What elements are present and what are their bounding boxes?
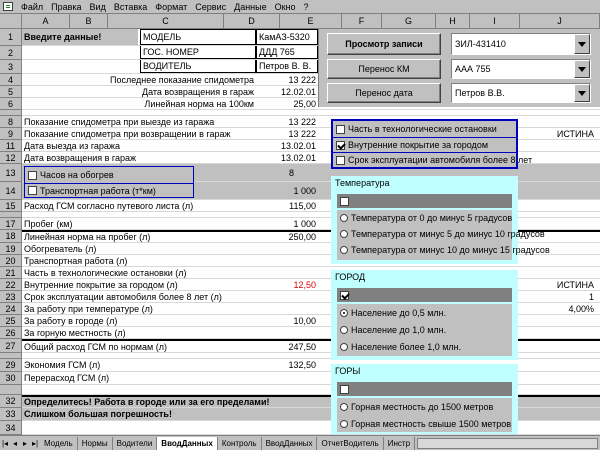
column-header-b[interactable]: B <box>70 14 108 29</box>
menu-view[interactable]: Вид <box>89 1 106 12</box>
mount-option-2[interactable] <box>337 415 512 432</box>
radio-label: Температура от 0 до минус 5 градусов <box>351 213 513 223</box>
row-label: Срок эксплуатации автомобиля более 8 лет (л) <box>24 291 222 302</box>
gos-number-value[interactable]: ДДД 765 <box>256 46 318 59</box>
sheet-tab-bar <box>0 435 600 450</box>
transport-work-checkbox[interactable] <box>25 183 193 197</box>
row-value[interactable]: 12.02.01 <box>280 86 316 97</box>
row-number[interactable]: 17 <box>0 218 22 230</box>
radio-label: Горная местность до 1500 метров <box>351 401 494 412</box>
mountains-toggle[interactable] <box>337 382 512 396</box>
mountains-group <box>331 364 518 434</box>
group-title: ГОРЫ <box>335 366 361 376</box>
row-number[interactable]: 4 <box>0 74 22 86</box>
gos-combo-value: ААА 755 <box>455 64 491 74</box>
row-number[interactable]: 5 <box>0 86 22 98</box>
city-option-1[interactable] <box>337 304 512 321</box>
row-number[interactable]: 21 <box>0 267 22 279</box>
row-label: Показание спидометра при возвращении в гараж <box>24 128 231 139</box>
driver-combo-value: Петров В.В. <box>455 88 505 98</box>
checkbox-icon <box>340 197 349 206</box>
row-value[interactable]: 12,50 <box>293 279 316 290</box>
input-title: Введите данные! <box>22 29 138 45</box>
row-number[interactable]: 9 <box>0 128 22 140</box>
h-value[interactable]: ИСТИНА <box>556 128 594 139</box>
option-outside-city-checkbox[interactable] <box>333 137 516 153</box>
row-value[interactable]: 247,50 <box>288 341 316 352</box>
transfer-km-button[interactable]: Перенос КМ <box>327 59 441 79</box>
row-label: За горную местность (л) <box>24 327 126 338</box>
h-value[interactable]: 1 <box>588 291 594 302</box>
chevron-down-icon[interactable] <box>574 34 590 54</box>
temperature-options <box>337 210 550 260</box>
row-value[interactable]: 13 222 <box>288 116 316 127</box>
row-value[interactable]: 250,00 <box>288 232 316 242</box>
checkbox-label: Срок эксплуатации автомобиля более 8 лет <box>348 155 533 165</box>
row-number[interactable]: 2 <box>0 46 22 60</box>
row-label: Расход ГСМ согласно путевого листа (л) <box>24 200 194 211</box>
sheet-tab[interactable]: ОтчетВодитель <box>317 437 383 450</box>
radio-label: Население до 1,0 млн. <box>351 324 447 335</box>
row-number[interactable]: 19 <box>0 243 22 255</box>
row-number[interactable]: 22 <box>0 279 22 291</box>
radio-icon <box>340 326 348 334</box>
left-options-box <box>24 166 194 198</box>
row-number[interactable]: 1 <box>0 29 22 46</box>
checkbox-label: Часть в технологические остановки <box>348 124 497 134</box>
row-label: Пробег (км) <box>24 218 73 229</box>
menu-format[interactable]: Формат <box>155 1 188 12</box>
row-number[interactable]: 20 <box>0 255 22 267</box>
row-number[interactable]: 27 <box>0 339 22 353</box>
mountains-options <box>337 398 512 432</box>
prev-sheet-icon[interactable]: ◂ <box>12 438 17 448</box>
radio-icon <box>340 309 348 317</box>
group-title: ГОРОД <box>335 272 366 282</box>
city-options <box>337 304 512 356</box>
sheet-tab[interactable]: Модель <box>40 437 78 450</box>
row-number[interactable]: 11 <box>0 140 22 152</box>
city-option-3[interactable] <box>337 338 512 355</box>
checkbox-icon <box>28 171 37 180</box>
checkbox-label: Транспортная работа (т*км) <box>40 185 156 196</box>
row-number[interactable]: 8 <box>0 116 22 128</box>
radio-label: Горная местность свыше 1500 метров <box>351 418 512 429</box>
control-panel <box>318 29 600 107</box>
sheet-tab[interactable]: ВводДанных <box>262 437 318 450</box>
option-tech-stops-checkbox[interactable] <box>333 121 516 137</box>
row-number[interactable]: 15 <box>0 200 22 212</box>
radio-icon <box>340 214 348 222</box>
row-number[interactable]: 23 <box>0 291 22 303</box>
row-label: Линейная норма на пробег (л) <box>24 232 151 242</box>
sheet-tab[interactable]: Контроль <box>218 437 262 450</box>
row-number[interactable]: 3 <box>0 60 22 74</box>
city-option-2[interactable] <box>337 321 512 338</box>
radio-icon <box>340 420 348 428</box>
row-label: Дата возвращения в гараж <box>24 152 137 163</box>
checkbox-icon <box>336 156 345 165</box>
row-value[interactable]: 13 222 <box>288 128 316 139</box>
driver-combo[interactable] <box>451 83 591 103</box>
row-label: Показание спидометра при выезде из гаража <box>24 116 215 127</box>
column-header-e[interactable]: E <box>280 14 342 29</box>
checkbox-icon <box>336 141 345 150</box>
temperature-group <box>331 176 550 264</box>
temperature-toggle[interactable] <box>337 194 512 208</box>
chevron-down-icon[interactable] <box>574 60 590 78</box>
option-age-checkbox[interactable] <box>333 153 533 167</box>
last-sheet-icon[interactable]: ▸| <box>31 438 39 448</box>
gos-combo[interactable] <box>451 59 591 79</box>
sheet-tab[interactable]: Нормы <box>78 437 113 450</box>
row-label: Часть в технологические остановки (л) <box>24 267 187 278</box>
row-value[interactable]: 115,00 <box>289 200 316 211</box>
radio-label: Население до 0,5 млн. <box>351 307 447 318</box>
row-number[interactable]: 18 <box>0 230 22 243</box>
column-header-g[interactable]: G <box>382 14 436 29</box>
row-label: Обогреватель (л) <box>24 243 97 254</box>
column-header-h[interactable]: H <box>436 14 470 29</box>
chevron-down-icon[interactable] <box>574 84 590 102</box>
row-number[interactable]: 33 <box>0 408 22 421</box>
row-value[interactable]: 132,50 <box>288 360 316 370</box>
row-label: Транспортная работа (л) <box>24 255 128 266</box>
radio-icon <box>340 403 348 411</box>
checkbox-icon <box>340 385 349 394</box>
row-number[interactable]: 12 <box>0 152 22 164</box>
checkbox-label: Часов на обогрев <box>40 170 114 180</box>
row-value[interactable]: 25,00 <box>293 98 316 109</box>
radio-icon <box>340 343 348 351</box>
sheet-tab[interactable]: Водители <box>113 437 158 450</box>
city-toggle[interactable] <box>337 288 512 302</box>
row-label: За работу в городе (л) <box>24 315 118 326</box>
row-label: Экономия ГСМ (л) <box>24 360 101 370</box>
row-number[interactable]: 29 <box>0 359 22 372</box>
row-label: Линейная норма на 100км <box>144 98 254 109</box>
column-header-bar <box>0 14 600 29</box>
row-number[interactable]: 6 <box>0 98 22 110</box>
row-value[interactable]: 13.02.01 <box>280 140 316 151</box>
row-value[interactable]: 10,00 <box>293 315 316 326</box>
row-label: Дата выезда из гаража <box>24 140 120 151</box>
horizontal-scrollbar[interactable] <box>417 438 598 449</box>
row-label: За работу при температуре (л) <box>24 303 153 314</box>
select-all-corner[interactable] <box>0 14 22 29</box>
checkbox-icon <box>336 125 345 134</box>
temp-option-3[interactable] <box>337 242 550 258</box>
h-value[interactable]: 4,00% <box>568 303 594 314</box>
sheet-tab[interactable]: Инстр <box>384 437 415 450</box>
first-sheet-icon[interactable]: |◂ <box>1 438 9 448</box>
row-value[interactable]: 1 000 <box>293 218 316 229</box>
group-title: Температура <box>335 178 390 188</box>
warning-error: Слишком большая погрешность! <box>24 409 172 419</box>
column-header-c[interactable]: C <box>108 14 224 29</box>
model-label: МОДЕЛЬ <box>140 29 256 45</box>
menu-edit[interactable]: Правка <box>51 1 82 12</box>
temp-option-2[interactable] <box>337 226 545 242</box>
menu-window[interactable]: Окно <box>274 1 296 12</box>
model-combo[interactable] <box>451 33 591 55</box>
row-value[interactable]: 8 <box>288 167 294 178</box>
driver-label: ВОДИТЕЛЬ <box>140 60 256 73</box>
row-label: Перерасход ГСМ (л) <box>24 373 110 383</box>
row-number[interactable]: 24 <box>0 303 22 315</box>
workbook-icon[interactable] <box>3 2 13 11</box>
gos-number-label: ГОС. НОМЕР <box>140 46 256 59</box>
row-number[interactable] <box>0 385 22 395</box>
mount-option-1[interactable] <box>337 398 512 415</box>
heater-hours-checkbox[interactable] <box>25 167 193 183</box>
row-value[interactable]: 1 000 <box>293 185 316 196</box>
row-number[interactable]: 34 <box>0 421 22 435</box>
row-label: Дата возвращения в гараж <box>141 86 254 97</box>
menu-bar <box>0 0 600 14</box>
row-number[interactable]: 13 <box>0 164 22 182</box>
row-label: Последнее показание спидометра <box>109 74 254 85</box>
view-record-button[interactable]: Просмотр записи <box>327 33 441 55</box>
menu-tools[interactable]: Сервис <box>195 1 227 12</box>
column-header-f[interactable]: F <box>342 14 382 29</box>
model-combo-value: ЗИЛ-431410 <box>455 39 506 49</box>
warning-city: Определитесь! Работа в городе или за его пределами! <box>24 397 270 407</box>
next-sheet-icon[interactable]: ▸ <box>22 438 27 448</box>
sheet-tab-active[interactable]: ВводДанных <box>157 437 218 450</box>
menu-help[interactable]: ? <box>303 1 309 12</box>
checkbox-label: Внутренние покрытие за городом <box>348 140 489 150</box>
row-label: Общий расход ГСМ по нормам (л) <box>24 341 167 352</box>
checkbox-icon <box>340 291 349 300</box>
h-value[interactable]: ИСТИНА <box>556 279 594 290</box>
menu-file[interactable]: Файл <box>21 1 44 12</box>
column-header-i[interactable]: I <box>470 14 520 29</box>
row-label: Внутренние покрытие за городом (л) <box>24 279 178 290</box>
row-number[interactable]: 26 <box>0 327 22 339</box>
radio-icon <box>340 246 348 254</box>
column-header-a[interactable]: A <box>22 14 70 29</box>
right-options-box <box>331 119 533 169</box>
row-number[interactable]: 14 <box>0 182 22 200</box>
menu-insert[interactable]: Вставка <box>113 1 148 12</box>
column-header-j[interactable]: J <box>520 14 600 29</box>
row-value[interactable]: 13 222 <box>288 74 316 85</box>
transfer-date-button[interactable]: Перенос дата <box>327 83 441 103</box>
radio-label: Население более 1,0 млн. <box>351 341 462 352</box>
menu-data[interactable]: Данные <box>234 1 267 12</box>
temp-option-1[interactable] <box>337 210 512 226</box>
row-number[interactable]: 25 <box>0 315 22 327</box>
row-number[interactable]: 32 <box>0 395 22 408</box>
checkbox-icon <box>28 186 37 195</box>
radio-label: Температура от минус 5 до минус 10 градусов <box>351 229 545 239</box>
radio-icon <box>340 230 348 238</box>
row-number[interactable]: 30 <box>0 372 22 385</box>
model-value[interactable]: КамАЗ-5320 <box>256 29 318 45</box>
driver-value[interactable]: Петров В. В. <box>256 60 318 73</box>
row-value[interactable]: 13.02.01 <box>280 152 316 163</box>
radio-label: Температура от минус 10 до минус 15 градусов <box>351 245 550 255</box>
city-group <box>331 270 518 360</box>
column-header-d[interactable]: D <box>224 14 280 29</box>
